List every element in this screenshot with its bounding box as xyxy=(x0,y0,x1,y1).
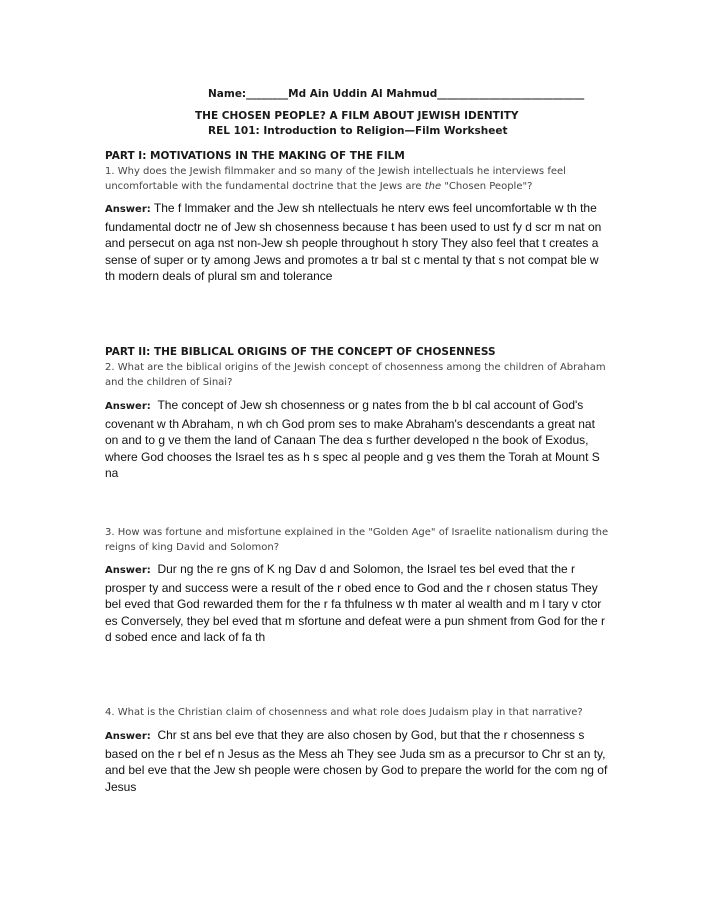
answer-2 xyxy=(105,397,610,482)
question-1-emphasis: the xyxy=(424,181,442,192)
answer-3 xyxy=(105,561,610,646)
answer-3-text: Dur ng the re gns of K ng Dav d and Solomon, the Israel tes bel eved that the r prosper ty and success were a result of the r obed ence to God and the r chosen status They bel eved that God rewarded them for the r fa thfulness w th mater al wealth and m l tary v ctor es Conversely, they bel eved that m sfortune and defeat were a pun shment from God for the r d sobed ence and lack of fa th xyxy=(105,562,606,644)
answer-4-text: Chr st ans bel eve that they are also chosen by God, but that the r chosenness s based on the r bel ef n Jesus as the Mess ah They see Juda sm as a precursor to Chr st an ty, and bel eve that the Jew sh people were chosen by God to prepare the world for the com ng of Jesus xyxy=(105,728,608,794)
answer-4 xyxy=(105,727,610,795)
question-4: 4. What is the Christian claim of chosenness and what role does Judaism play in that narrative? xyxy=(105,707,583,718)
answer-2-text: The concept of Jew sh chosenness or g nates from the b bl cal account of God's covenant w th Abraham, n wh ch God prom ses to make Abraham's descendants a great nat on and to g ve them the land of Canaan The dea s further developed n the book of Exodus, where God chooses the Israel tes as h s spec al people and g ves them the Torah at Mount S na xyxy=(105,398,600,480)
answer-label: Answer: xyxy=(105,565,151,576)
question-1-end: "Chosen People"? xyxy=(441,181,533,192)
question-2: 2. What are the biblical origins of the Jewish concept of chosenness among the children of Abraham and the children of Sinai? xyxy=(105,362,606,388)
answer-label: Answer: xyxy=(105,731,151,742)
course-subtitle: REL 101: Introduction to Religion—Film Worksheet xyxy=(208,125,508,137)
part-2-heading: PART II: THE BIBLICAL ORIGINS OF THE CONCEPT OF CHOSENNESS xyxy=(105,346,496,358)
answer-label: Answer: xyxy=(105,204,151,215)
answer-1 xyxy=(105,200,610,285)
answer-label: Answer: xyxy=(105,401,151,412)
question-1 xyxy=(105,164,625,194)
part-1-heading: PART I: MOTIVATIONS IN THE MAKING OF THE FILM xyxy=(105,150,405,162)
question-3: 3. How was fortune and misfortune explained in the "Golden Age" of Israelite nationalism during the reigns of king David and Solomon? xyxy=(105,527,609,553)
name-line: Name:________Md Ain Uddin Al Mahmud____________________________ xyxy=(208,88,585,100)
answer-1-text: The f lmmaker and the Jew sh ntellectuals he nterv ews feel uncomfortable w th the fundamental doctr ne of Jew sh chosenness because t has been used to ust fy d scr m nat on and persecut on aga nst non-Jew sh people throughout h story They also feel that t creates a sense of super or ty among Jews and promotes a tr bal st c mental ty that s not compat ble w th modern deals of plural sm and tolerance xyxy=(105,201,602,283)
question-1-text: 1. Why does the Jewish filmmaker and so many of the Jewish intellectuals he interviews feel uncomfortable with the fundamental doctrine that the Jews are xyxy=(105,166,566,192)
document-title: THE CHOSEN PEOPLE? A FILM ABOUT JEWISH IDENTITY xyxy=(195,110,519,122)
